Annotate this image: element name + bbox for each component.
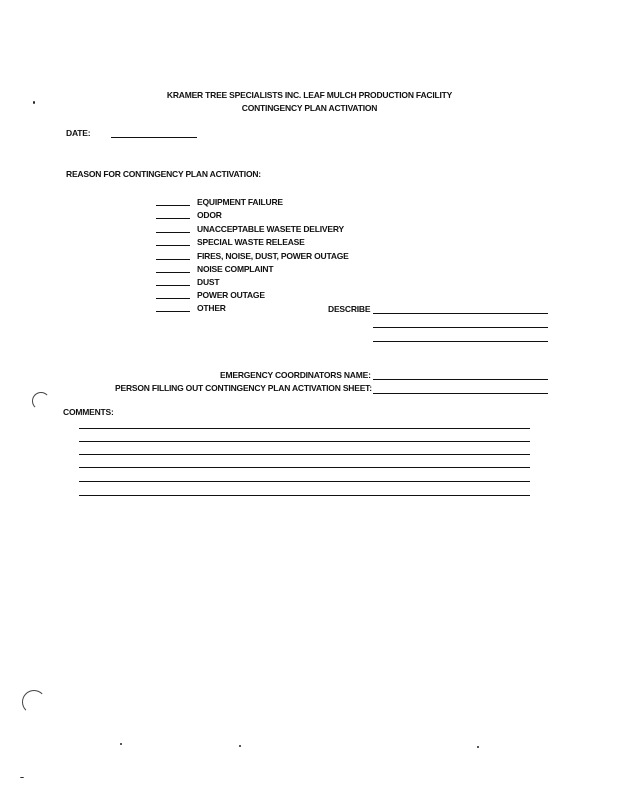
reason-blank[interactable] <box>156 205 190 206</box>
describe-line[interactable] <box>373 327 548 328</box>
reason-blank[interactable] <box>156 311 190 312</box>
coordinator-field[interactable] <box>373 379 548 380</box>
comment-line[interactable] <box>79 481 530 482</box>
comments-label: COMMENTS: <box>63 407 114 417</box>
describe-label: DESCRIBE <box>328 304 371 314</box>
scan-speck <box>20 777 24 778</box>
scan-speck <box>120 743 122 745</box>
reason-blank[interactable] <box>156 245 190 246</box>
comment-line[interactable] <box>79 454 530 455</box>
reason-label: OTHER <box>197 303 226 313</box>
date-label: DATE: <box>66 128 91 138</box>
reason-label: EQUIPMENT FAILURE <box>197 197 283 207</box>
reason-label: DUST <box>197 277 220 287</box>
scan-mark <box>22 690 46 714</box>
reason-label: SPECIAL WASTE RELEASE <box>197 237 305 247</box>
scan-mark <box>32 392 50 410</box>
reason-label: FIRES, NOISE, DUST, POWER OUTAGE <box>197 251 349 261</box>
reason-blank[interactable] <box>156 232 190 233</box>
reason-blank[interactable] <box>156 259 190 260</box>
reason-label: POWER OUTAGE <box>197 290 265 300</box>
describe-line[interactable] <box>373 313 548 314</box>
comment-line[interactable] <box>79 428 530 429</box>
form-subtitle: CONTINGENCY PLAN ACTIVATION <box>241 103 378 113</box>
comment-line[interactable] <box>79 441 530 442</box>
scan-speck <box>477 746 479 748</box>
scan-speck <box>239 745 241 747</box>
comment-line[interactable] <box>79 467 530 468</box>
reason-blank[interactable] <box>156 272 190 273</box>
date-field[interactable] <box>111 137 197 138</box>
reason-blank[interactable] <box>156 298 190 299</box>
reason-blank[interactable] <box>156 285 190 286</box>
form-title: KRAMER TREE SPECIALISTS INC. LEAF MULCH PRODUCTION FACILITY <box>166 90 453 100</box>
reason-label: ODOR <box>197 210 222 220</box>
comment-line[interactable] <box>79 495 530 496</box>
reason-label: NOISE COMPLAINT <box>197 264 274 274</box>
person-field[interactable] <box>373 393 548 394</box>
reason-heading: REASON FOR CONTINGENCY PLAN ACTIVATION: <box>66 169 261 179</box>
reason-label: UNACCEPTABLE WASETE DELIVERY <box>197 224 344 234</box>
describe-line[interactable] <box>373 341 548 342</box>
reason-blank[interactable] <box>156 218 190 219</box>
coordinator-label: EMERGENCY COORDINATORS NAME: <box>220 370 371 380</box>
scan-speck <box>33 101 35 104</box>
person-label: PERSON FILLING OUT CONTINGENCY PLAN ACTIVATION SHEET: <box>115 383 372 393</box>
